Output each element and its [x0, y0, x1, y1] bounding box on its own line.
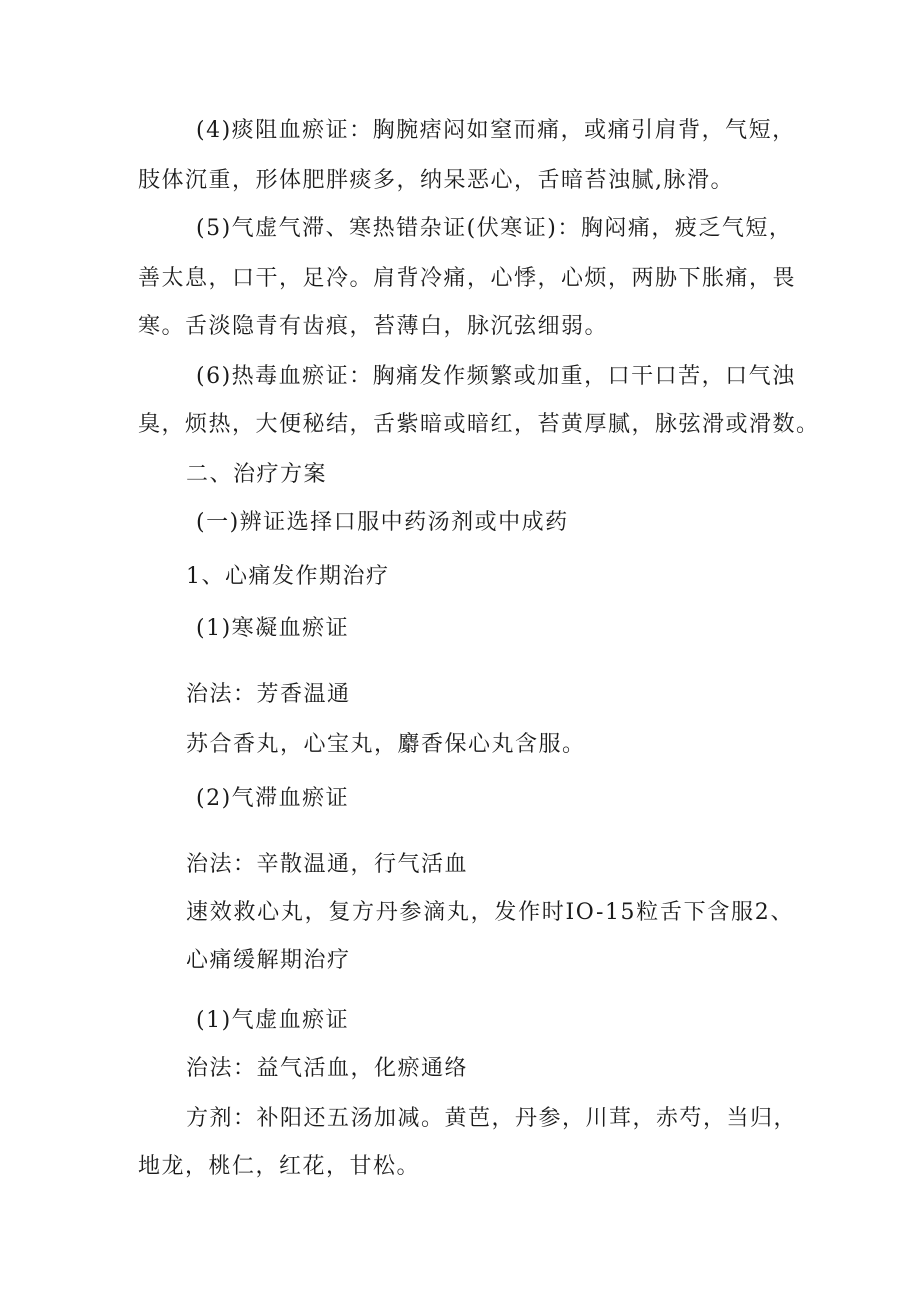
- subsection-heading-oral-medicine: (一)辨证选择口服中药汤剂或中成药: [196, 510, 569, 535]
- paragraph-6-line-2: 臭，烦热，大便秘结，舌紫暗或暗红，苔黄厚腻，脉弦滑或滑数。: [138, 412, 820, 437]
- subsection-heading-attack-phase: 1、心痛发作期治疗: [186, 564, 390, 589]
- prescription-line-1: 方剂：补阳还五汤加减。黄芭，丹参，川茸，赤芍，当归，: [186, 1106, 798, 1131]
- paragraph-6-line-1: (6)热毒血瘀证：胸痛发作频繁或加重，口干口苦，口气浊: [196, 364, 796, 389]
- treatment-method-3: 治法：益气活血，化瘀通络: [186, 1056, 469, 1081]
- treatment-method-1: 治法：芳香温通: [186, 682, 351, 707]
- syndrome-heading-cold-coagulation: (1)寒凝血瘀证: [196, 616, 350, 641]
- paragraph-4-line-1: (4)痰阻血瘀证：胸腕痞闷如窒而痛，或痛引肩背，气短，: [196, 118, 796, 143]
- syndrome-heading-qi-stagnation: (2)气滞血瘀证: [196, 786, 350, 811]
- treatment-method-2: 治法：辛散温通，行气活血: [186, 852, 469, 877]
- paragraph-4-line-2: 肢体沉重，形体肥胖痰多，纳呆恶心，舌暗苔浊腻,脉滑。: [138, 168, 734, 193]
- paragraph-5-line-1: (5)气虚气滞、寒热错杂证(伏寒证)：胸闷痛，疲乏气短，: [196, 216, 793, 241]
- medicine-list-2-line-1: 速效救心丸，复方丹参滴丸，发作时IO-15粒舌下含服2、: [186, 900, 794, 925]
- section-heading-treatment-plan: 二、治疗方案: [186, 462, 328, 487]
- prescription-line-2: 地龙，桃仁，红花，甘松。: [138, 1154, 421, 1179]
- medicine-list-1: 苏合香丸，心宝丸，麝香保心丸含服。: [186, 732, 586, 757]
- paragraph-5-line-3: 寒。舌淡隐青有齿痕，苔薄白，脉沉弦细弱。: [138, 314, 609, 339]
- medicine-list-2-line-2: 心痛缓解期治疗: [186, 948, 351, 973]
- paragraph-5-line-2: 善太息，口干，足冷。肩背冷痛，心悸，心烦，两胁下胀痛，畏: [138, 266, 797, 291]
- syndrome-heading-qi-deficiency: (1)气虚血瘀证: [196, 1008, 350, 1033]
